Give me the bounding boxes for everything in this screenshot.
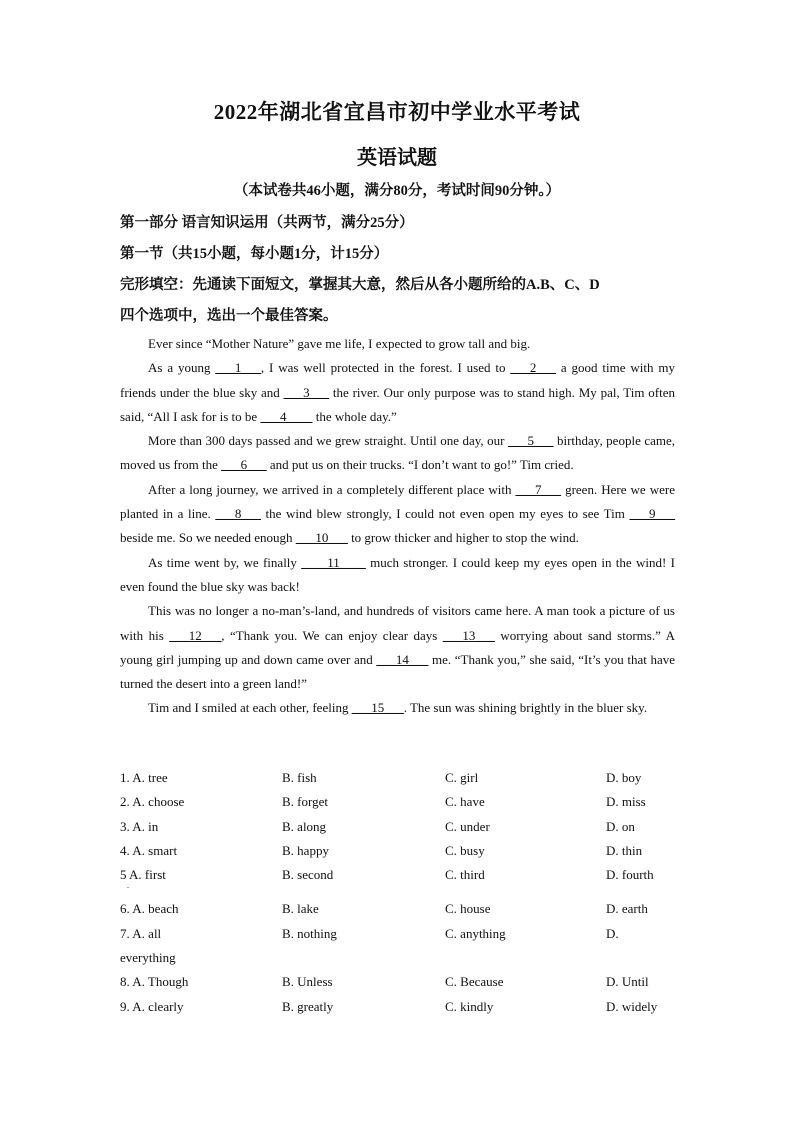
option-b: B. greatly <box>282 998 334 1014</box>
option-b: B. second <box>282 867 334 883</box>
exam-subtitle: 英语试题 <box>357 147 437 169</box>
passage-text: and put us on their trucks. “I don’t want to go!” Tim cried. <box>266 457 574 473</box>
option-d: D. earth <box>606 901 648 917</box>
option-row <box>120 897 680 921</box>
option-c: C. have <box>445 794 485 810</box>
option-c: C. Because <box>445 974 504 990</box>
passage-paragraph <box>120 356 675 429</box>
option-a: 2. A. choose <box>120 794 185 810</box>
cloze-blank: ___12___ <box>169 627 222 643</box>
option-row <box>120 790 680 814</box>
option-c: C. third <box>445 867 485 883</box>
passage-text: worrying about sand storms.” A young girl jumping up and down came over and <box>120 627 675 667</box>
option-row <box>120 970 680 994</box>
option-row <box>120 815 680 839</box>
section-heading: 第一节（共15小题，每小题1分，计15分） <box>120 246 389 262</box>
instruction-line-1: 完形填空：先通读下面短文，掌握其大意，然后从各小题所给的A.B、C、D <box>120 277 600 293</box>
part-heading: 第一部分 语言知识运用（共两节，满分25分） <box>120 215 414 231</box>
passage-text: me. “Thank you,” she said, “It’s you that have turned the desert into a green land!” <box>120 651 675 692</box>
passage-text: beside me. So we needed enough <box>120 530 296 546</box>
option-d: D. miss <box>606 794 646 810</box>
option-d: D. boy <box>606 770 642 785</box>
passage-text: birthday, people came, moved us from the <box>120 433 675 473</box>
option-d: D. widely <box>606 998 658 1014</box>
option-d: D. thin <box>606 842 643 858</box>
passage-paragraph <box>120 429 675 478</box>
option-row <box>120 995 680 1019</box>
cloze-blank: ___1___ <box>215 360 261 376</box>
option-b: B. along <box>282 818 327 834</box>
option-row <box>120 766 680 790</box>
option-d: D. fourth <box>606 867 654 883</box>
passage-text: After a long journey, we arrived in a completely different place with <box>148 481 516 497</box>
exam-note: （本试卷共46小题，满分80分，考试时间90分钟。） <box>233 183 561 199</box>
passage-text: This was no longer a no-man’s-land, and hundreds of visitors came here. A man took a picture of us with his <box>120 603 675 643</box>
option-c: C. under <box>445 818 490 834</box>
option-b: B. fish <box>282 770 317 785</box>
passage-text: much stronger. I could keep my eyes open in the wind! I even found the blue sky was back! <box>120 554 675 594</box>
option-b: B. happy <box>282 842 329 858</box>
passage-text: , “Thank you. We can enjoy clear days <box>221 627 443 643</box>
option-a: 5 A. first <box>120 867 166 883</box>
cloze-blank: ___3___ <box>283 384 330 400</box>
exam-title: 2022年湖北省宜昌市初中学业水平考试 <box>213 100 581 124</box>
option-a: 6. A. beach <box>120 901 179 917</box>
option-c: C. girl <box>445 770 479 785</box>
option-c: C. kindly <box>445 998 494 1014</box>
passage-text: green. Here we were planted in a line. <box>120 481 675 522</box>
stray-mark: . <box>127 881 129 890</box>
instruction-line-2: 四个选项中，选出一个最佳答案。 <box>120 308 338 324</box>
cloze-blank: ___6___ <box>221 457 267 473</box>
cloze-blank: ___2___ <box>510 360 556 376</box>
passage-text: More than 300 days passed and we grew straight. Until one day, our <box>148 433 508 449</box>
passage-text: to grow thicker and higher to stop the wind. <box>347 530 579 546</box>
passage-paragraph <box>120 478 675 551</box>
passage-text: a good time with my friends under the blue sky and <box>120 360 675 400</box>
passage-text: , I was well protected in the forest. I used to <box>260 360 511 376</box>
cloze-blank: ___13___ <box>442 627 495 643</box>
cloze-blank: ___8___ <box>215 506 261 522</box>
option-a: 9. A. clearly <box>120 998 184 1014</box>
option-d: D. <box>606 925 619 941</box>
cloze-blank: ___5___ <box>507 433 554 449</box>
option-c: C. anything <box>445 925 506 941</box>
option-b: B. forget <box>282 794 328 810</box>
option-c: C. busy <box>445 842 485 858</box>
cloze-blank: ___4____ <box>260 408 313 424</box>
option-a: 7. A. all <box>120 925 162 941</box>
passage-paragraph <box>120 551 675 600</box>
cloze-blank: ____11____ <box>301 554 366 570</box>
option-row <box>120 922 680 946</box>
cloze-blank: ___14___ <box>376 651 429 667</box>
option-7-d-wrap: everything <box>120 950 176 966</box>
cloze-blank: ___10___ <box>295 530 348 546</box>
option-a: 8. A. Though <box>120 974 189 990</box>
cloze-blank: ___15___ <box>351 700 404 716</box>
cloze-blank: ___7___ <box>515 481 562 497</box>
passage-text: Ever since “Mother Nature” gave me life, I expected to grow tall and big. <box>148 336 531 351</box>
passage-text: . The sun was shining brightly in the bluer sky. <box>403 700 648 716</box>
passage-paragraph <box>120 332 675 356</box>
passage-text: the wind blew strongly, I could not even open my eyes to see Tim <box>260 506 630 522</box>
option-b: B. nothing <box>282 925 337 941</box>
option-row <box>120 839 680 863</box>
option-a: 3. A. in <box>120 818 159 834</box>
passage-text: the river. Our only purpose was to stand high. My pal, Tim often said, “All I ask for is to be <box>120 384 675 424</box>
option-a: 4. A. smart <box>120 842 178 858</box>
passage-text: Tim and I smiled at each other, feeling <box>148 700 352 716</box>
passage-paragraph <box>120 696 675 720</box>
option-d: D. Until <box>606 974 649 990</box>
option-c: C. house <box>445 901 491 917</box>
answer-options <box>120 766 680 1019</box>
passage-text: As a young <box>148 360 216 376</box>
passage-text: the whole day.” <box>312 408 397 424</box>
option-d: D. on <box>606 818 635 834</box>
cloze-passage <box>120 332 675 721</box>
cloze-blank: ___9___ <box>629 506 676 522</box>
option-b: B. lake <box>282 901 319 917</box>
option-row <box>120 863 680 887</box>
passage-paragraph <box>120 599 675 696</box>
option-a: 1. A. tree <box>120 770 168 785</box>
option-b: B. Unless <box>282 974 333 990</box>
passage-text: As time went by, we finally <box>148 554 302 570</box>
